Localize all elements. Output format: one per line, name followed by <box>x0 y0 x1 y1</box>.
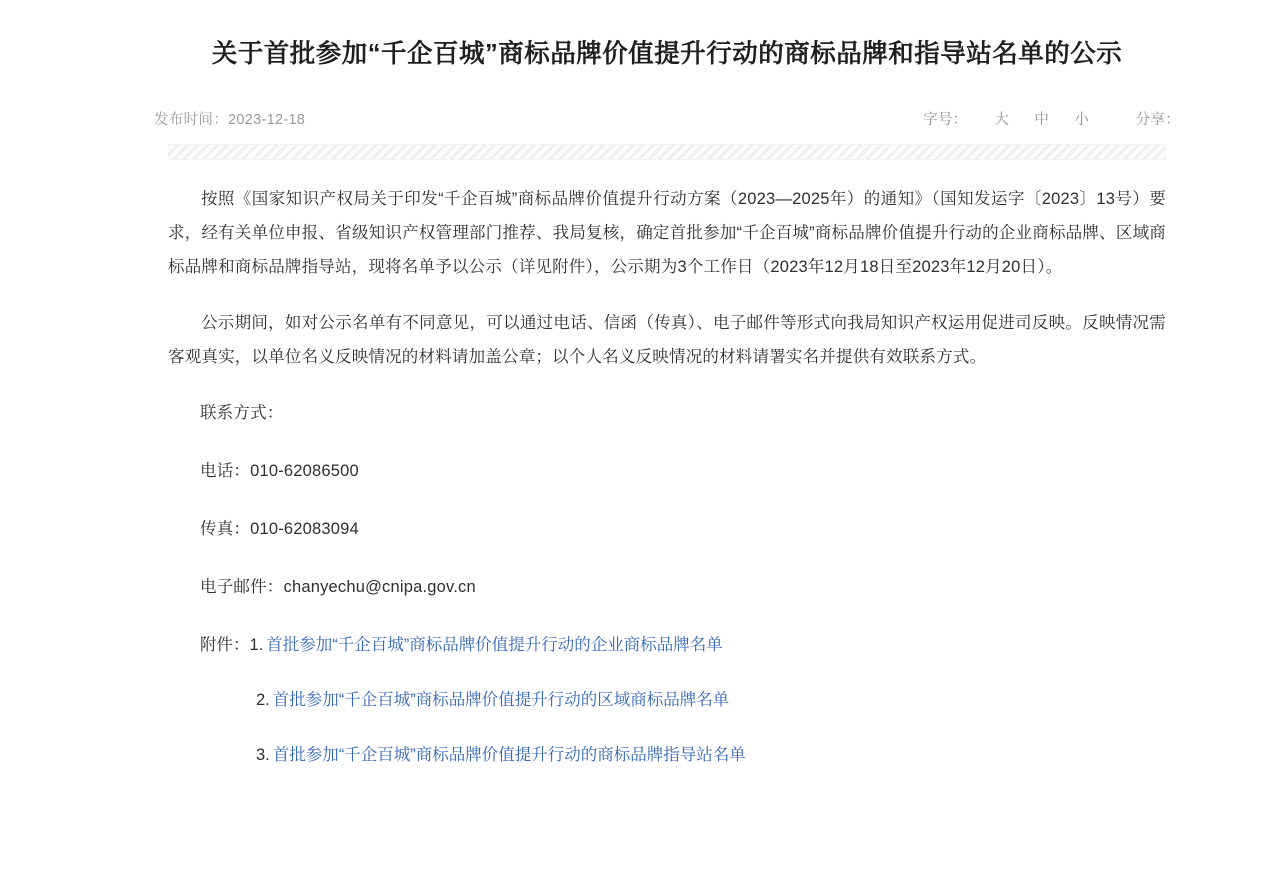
font-size-label: 字号： <box>923 112 968 128</box>
paragraph-2: 公示期间，如对公示名单有不同意见，可以通过电话、信函（传真）、电子邮件等形式向我局知识产权运用促进司反映。反映情况需客观真实，以单位名义反映情况的材料请加盖公章；以个人名义反映情况的材料请署实名并提供有效联系方式。 <box>168 314 1166 366</box>
contact-fax: 传真：010-62083094 <box>200 520 359 538</box>
contact-email: 电子邮件：chanyechu@cnipa.gov.cn <box>200 578 476 596</box>
attachment-item-3 <box>200 738 1166 772</box>
font-size-small-button[interactable]: 小 <box>1074 112 1089 128</box>
font-size-large-button[interactable]: 大 <box>994 112 1009 128</box>
attachment-item-1 <box>200 628 1166 662</box>
article-body <box>154 182 1180 772</box>
page-title: 关于首批参加“千企百城”商标品牌价值提升行动的商标品牌和指导站名单的公示 <box>211 40 1123 68</box>
attachment-number-2: 2. <box>256 691 270 709</box>
contact-phone: 电话：010-62086500 <box>200 462 359 480</box>
article-container <box>154 0 1180 793</box>
share-label[interactable]: 分享： <box>1135 112 1180 128</box>
attachment-number-1: 1. <box>249 636 264 654</box>
font-size-medium-button[interactable]: 中 <box>1034 112 1049 128</box>
attachment-item-2 <box>200 683 1166 717</box>
paragraph-1: 按照《国家知识产权局关于印发“千企百城”商标品牌价值提升行动方案（2023—2025年）的通知》（国知发运字〔2023〕13号）要求，经有关单位申报、省级知识产权管理部门推荐、我局复核，确定首批参加“千企百城”商标品牌价值提升行动的企业商标品牌、区域商标品牌和商标品牌指导站，现将名单予以公示（详见附件），公示期为3个工作日（2023年12月18日至2023年12月20日）。 <box>168 190 1166 276</box>
attachment-link-1[interactable]: 首批参加“千企百城”商标品牌价值提升行动的企业商标品牌名单 <box>266 636 723 654</box>
attachment-number-3: 3. <box>256 746 270 764</box>
section-divider <box>168 144 1166 160</box>
meta-right-controls <box>923 108 1180 129</box>
article-meta-bar <box>154 102 1180 144</box>
publish-time: 发布时间：2023-12-18 <box>154 112 306 128</box>
attachment-list <box>168 628 1166 772</box>
attachment-label: 附件： <box>200 636 250 654</box>
attachment-link-3[interactable]: 首批参加“千企百城”商标品牌价值提升行动的商标品牌指导站名单 <box>272 746 746 764</box>
attachment-link-2[interactable]: 首批参加“千企百城”商标品牌价值提升行动的区域商标品牌名单 <box>272 691 730 709</box>
contact-heading: 联系方式： <box>200 404 284 422</box>
